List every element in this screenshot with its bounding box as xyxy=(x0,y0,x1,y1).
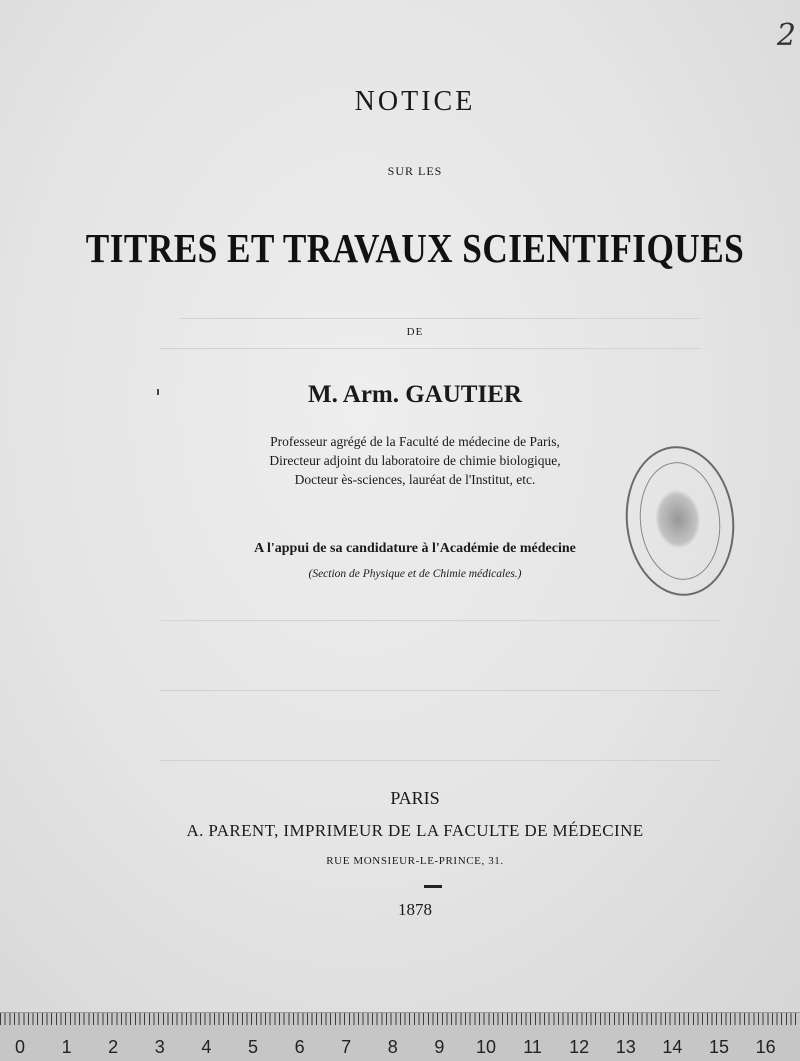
ruler-label: 8 xyxy=(387,1037,398,1057)
ruler-label: 16 xyxy=(755,1037,776,1057)
imprint-city: PARIS xyxy=(390,788,440,808)
ruler-label: 4 xyxy=(201,1037,212,1057)
imprint-year: 1878 xyxy=(398,900,432,919)
imprint-street: RUE MONSIEUR-LE-PRINCE, 31. xyxy=(326,855,504,867)
ruler-label: 12 xyxy=(569,1037,590,1057)
ruler-label: 15 xyxy=(708,1037,730,1057)
ruler-label: 6 xyxy=(294,1037,305,1057)
section-line: (Section de Physique et de Chimie médicales.) xyxy=(308,568,522,580)
imprint-printer: A. PARENT, IMPRIMEUR DE LA FACULTE DE MÉDECINE xyxy=(186,821,644,840)
ruler-label: 0 xyxy=(14,1037,25,1057)
subheading-de: DE xyxy=(406,326,424,338)
subheading-sur-les: SUR LES xyxy=(387,164,443,178)
measurement-ruler xyxy=(0,1012,800,1061)
ruler-ticks xyxy=(0,1013,800,1035)
credential-line: Docteur ès-sciences, lauréat de l'Institut, etc. xyxy=(294,472,536,487)
candidature-line: A l'appui de sa candidature à l'Académie de médecine xyxy=(254,541,576,556)
ruler-label: 13 xyxy=(615,1037,636,1057)
corner-annotation: 2 xyxy=(776,18,796,53)
ruler-label: 7 xyxy=(341,1037,352,1057)
main-title: TITRES ET TRAVAUX SCIENTIFIQUES xyxy=(85,225,745,271)
heading: NOTICE xyxy=(354,86,476,117)
divider xyxy=(424,885,442,888)
ruler-label: 2 xyxy=(108,1037,119,1057)
ruler-label: 14 xyxy=(662,1037,683,1057)
ruler-label: 1 xyxy=(61,1037,72,1057)
ruler-label: 11 xyxy=(523,1037,542,1057)
ruler-label: 5 xyxy=(247,1037,258,1057)
credential-line: Directeur adjoint du laboratoire de chimie biologique, xyxy=(269,453,561,468)
author-name: M. Arm. GAUTIER xyxy=(308,381,522,408)
ruler-label: 10 xyxy=(475,1037,497,1057)
ruler-label: 9 xyxy=(434,1037,445,1057)
ruler-label: 3 xyxy=(154,1037,165,1057)
credential-line: Professeur agrégé de la Faculté de médecine de Paris, xyxy=(270,434,560,449)
